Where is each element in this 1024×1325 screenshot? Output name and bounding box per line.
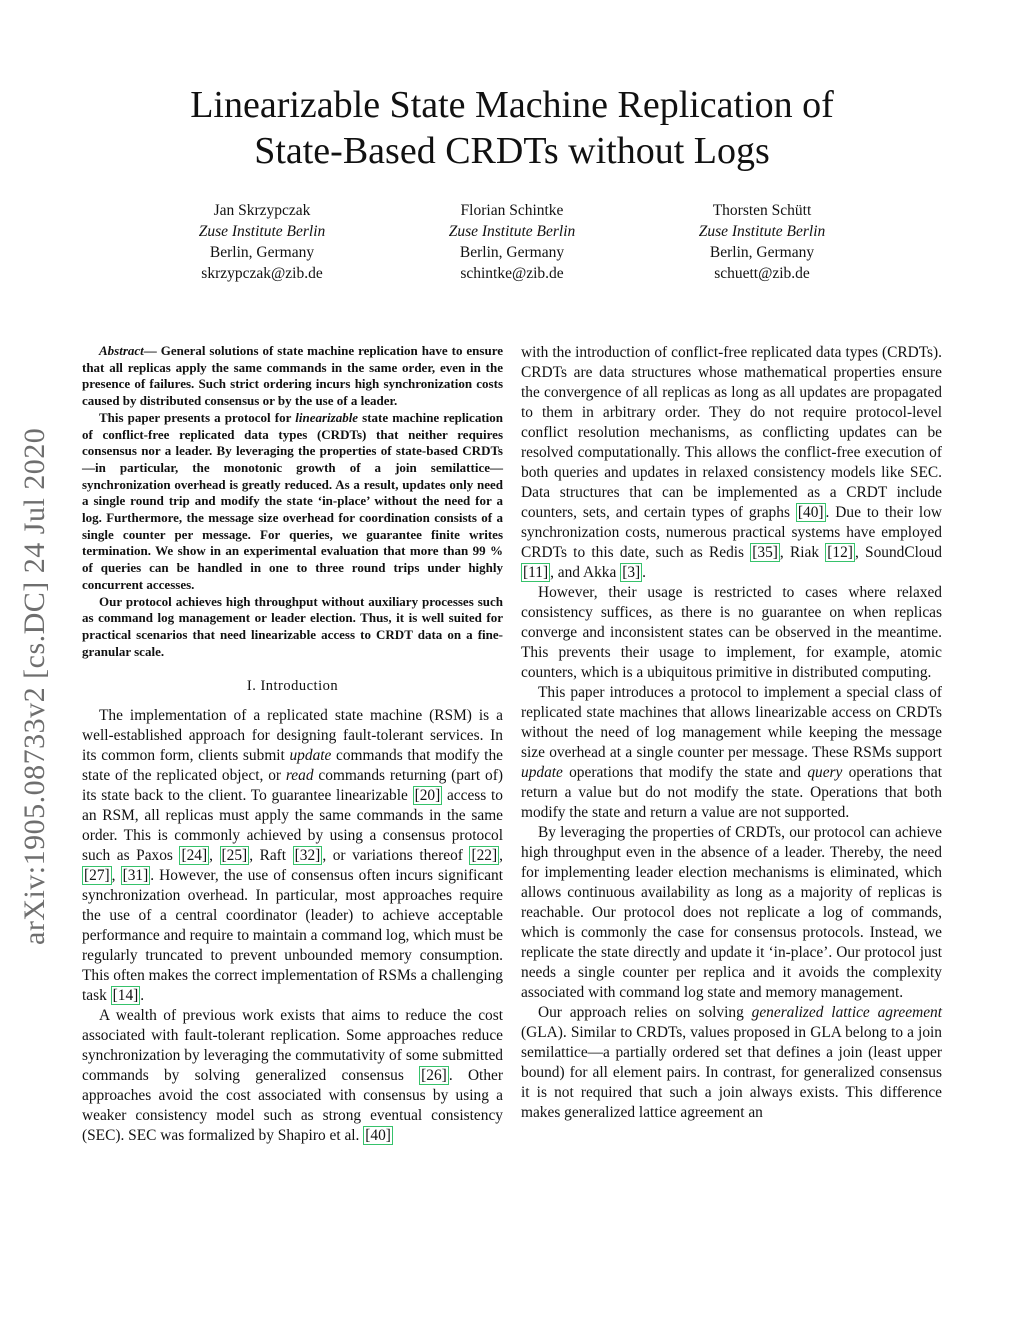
intro-paragraph-6: By leveraging the properties of CRDTs, our protocol can achieve high throughput even in the absence of a leader. Thereby, the need for implementing leader election mechanisms is eliminated, which allows continuous availability as long as a majority of replicas is reachable. Our protocol does not replicate a log of commands, which is commonly the case for consensus protocols. Instead, we replicate the state directly and update it ‘in-place’. Our protocol just needs a single counter per replica and it avoids the complexity associated with command log state and memory management. bbox=[521, 824, 942, 1001]
author-affiliation: Zuse Institute Berlin bbox=[198, 223, 326, 240]
intro-paragraph-2: A wealth of previous work exists that aims to reduce the cost associated with fault-tolerant replication. Some approaches reduce synchronization by leveraging the commutativity of some submitted commands by solving generalized consensus [26] . Other approaches avoid the cost associated with consensus by using a weaker consistency model such as strong eventual consistency (SEC). SEC was formalized by Shapiro et al. [40] bbox=[82, 1007, 503, 1145]
author-location: Berlin, Germany bbox=[459, 244, 565, 261]
author-affiliation: Zuse Institute Berlin bbox=[698, 223, 826, 240]
author-name: Thorsten Schütt bbox=[712, 202, 812, 219]
left-column bbox=[82, 343, 503, 1146]
author-name: Jan Skrzypczak bbox=[213, 202, 311, 219]
citation-link[interactable]: [35] bbox=[752, 544, 778, 561]
intro-paragraph-1: The implementation of a replicated state machine (RSM) is a well-established approach for designing fault-tolerant services. In its common form, clients submit update commands that modify the state of the replicated object, or read commands returning (part of) its state back to the client. To guarantee linearizable [20] access to an RSM, all replicas must apply the same commands in the same order. This is commonly achieved by using a consensus protocol such as Paxos [24] , [25] , Raft [32] , or variations thereof [22] , [27] , [31] . However, the use of consensus often incurs significant synchronization overhead. In particular, most approaches require the use of a central coordinator (leader) to achieve acceptable performance and require to maintain a command log, which must be regularly truncated to prevent unbounded memory consumption. This often makes the correct implementation of RSMs a challenging task [14] . bbox=[82, 707, 504, 1005]
abstract-paragraph-1: Abstract— General solutions of state machine replication have to ensure that all replicas apply the same commands in the same order, even in the presence of failures. Such strict ordering incurs high synchronization costs caused by distributed consensus or by the use of a leader. bbox=[82, 343, 503, 409]
author-location: Berlin, Germany bbox=[209, 244, 315, 261]
author-3 bbox=[637, 200, 887, 284]
paper-title bbox=[62, 82, 962, 174]
citation-link[interactable]: [26] bbox=[421, 1067, 447, 1085]
right-column bbox=[521, 343, 942, 1123]
citation-link[interactable]: [25] bbox=[221, 847, 248, 865]
author-affiliation: Zuse Institute Berlin bbox=[448, 223, 576, 240]
citation-link[interactable]: [31] bbox=[122, 867, 149, 885]
intro-paragraph-7: Our approach relies on solving generalized lattice agreement (GLA). Similar to CRDTs, values proposed in GLA belong to a join semilattice—a partially ordered set that defines a join (least upper bound) for all element pairs. In contrast, for generalized consensus it is not required that such a join always exists. This difference makes generalized lattice agreement an bbox=[521, 1004, 942, 1121]
author-email[interactable]: schuett@zib.de bbox=[714, 265, 810, 282]
intro-paragraph-4: However, their usage is restricted to cases where relaxed consistency suffices, as there is no guarantee on when replicas converge and inconsistent states can be observed in the meantime. This prevents their usage to implement, for example, atomic counters, which is a ubiquitous primitive in distributed computing. bbox=[521, 584, 942, 681]
citation-link[interactable]: [40] bbox=[365, 1127, 391, 1145]
citation-link[interactable]: [24] bbox=[181, 847, 208, 865]
author-block bbox=[137, 200, 887, 284]
citation-link[interactable]: [12] bbox=[827, 544, 853, 561]
arxiv-identifier: arXiv:1905.08733v2 [cs.DC] 24 Jul 2020 bbox=[18, 427, 51, 945]
author-2 bbox=[387, 200, 637, 284]
citation-link[interactable]: [22] bbox=[471, 847, 498, 865]
citation-link[interactable]: [20] bbox=[414, 787, 441, 805]
citation-link[interactable]: [32] bbox=[294, 847, 321, 865]
citation-link[interactable]: [11] bbox=[523, 564, 549, 581]
abstract-paragraph-2: This paper presents a protocol for linearizable state machine replication of conflict-free replicated data types (CRDTs) that neither requires consensus nor a leader. By leveraging the properties of state-based CRDTs—in particular, the monotonic growth of a join semilattice—synchronization overhead is greatly reduced. As a result, updates only need a single round trip and modify the state ‘in-place’ without the need for a log. Furthermore, the message size overhead for coordination consists of a single counter per message. For queries, we guarantee finite writes termination. We show in an experimental evaluation that more than 99 % of queries can be handled in one to three round trips under highly concurrent accesses. bbox=[82, 409, 503, 592]
abstract bbox=[82, 343, 503, 660]
author-email[interactable]: schintke@zib.de bbox=[460, 265, 564, 282]
abstract-label: Abstract bbox=[99, 343, 144, 358]
section-heading-introduction: I. Introduction bbox=[246, 678, 339, 695]
citation-link[interactable]: [27] bbox=[84, 867, 110, 885]
title-line-2: State-Based CRDTs without Logs bbox=[254, 130, 770, 172]
author-location: Berlin, Germany bbox=[709, 244, 815, 261]
citation-link[interactable]: [3] bbox=[622, 564, 641, 581]
intro-paragraph-3: with the introduction of conflict-free replicated data types (CRDTs). CRDTs are data structures whose mathematical properties ensure the convergence of all replicas as long as all updates are propagated to them in arbitrary order. They do not require protocol-level conflict resolution mechanisms, as conflicting updates can be resolved computationally. This allows the conflict-free execution of both queries and updates in relaxed consistency models like SEC. Data structures that can be implemented as a CRDT include counters, sets, and certain types of graphs [40] . Due to their low synchronization costs, numerous practical systems have employed CRDTs to this date, such as Redis [35] , Riak [12] , SoundCloud [11] , and Akka [3] . bbox=[521, 344, 943, 581]
author-name: Florian Schintke bbox=[460, 202, 564, 219]
intro-paragraph-5: This paper introduces a protocol to implement a special class of replicated state machines that allows linearizable access on CRDTs without the need of log management while keeping the message size overhead at a single counter per message. These RSMs support update operations that modify the state and query operations that return a value but do not modify the state. Operations that both modify the state and return a value are not supported. bbox=[521, 684, 942, 821]
abstract-paragraph-3: Our protocol achieves high throughput without auxiliary processes such as command log management or leader election. Thus, it is well suited for practical scenarios that need linearizable access to CRDT data on a fine-granular scale. bbox=[82, 593, 503, 659]
citation-link[interactable]: [40] bbox=[797, 504, 824, 521]
title-line-1: Linearizable State Machine Replication of bbox=[190, 84, 834, 126]
author-1 bbox=[137, 200, 387, 284]
author-email[interactable]: skrzypczak@zib.de bbox=[201, 265, 323, 282]
citation-link[interactable]: [14] bbox=[112, 987, 139, 1005]
